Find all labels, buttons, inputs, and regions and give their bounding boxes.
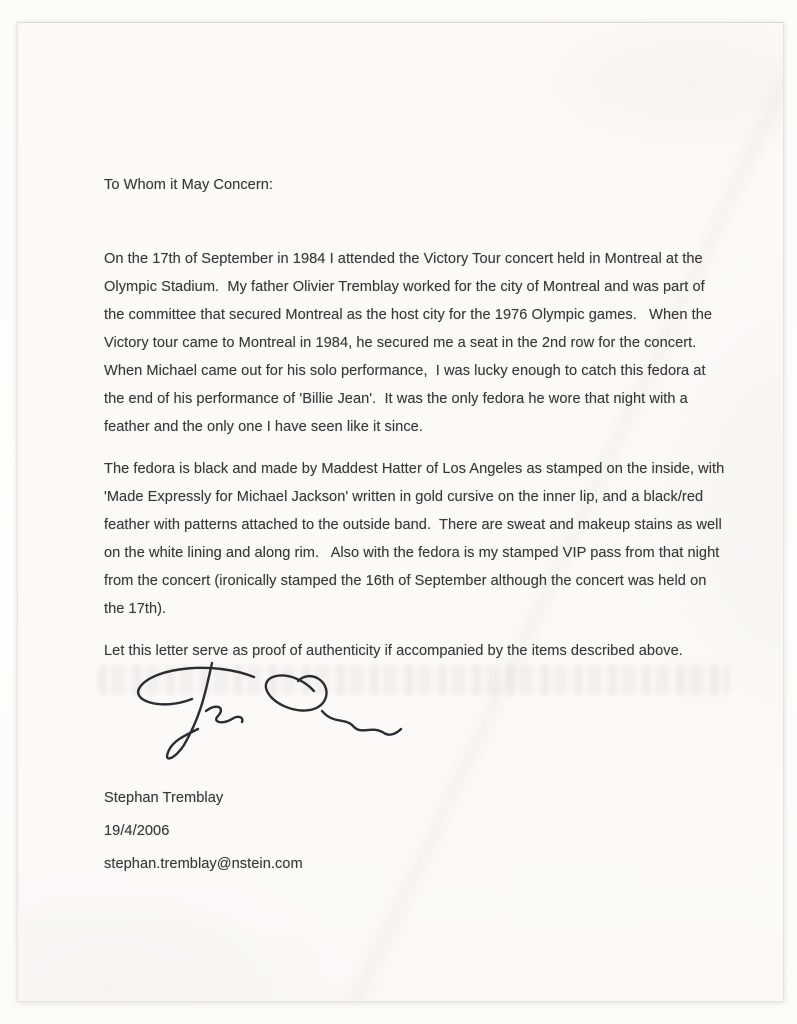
text-line: the 17th). <box>104 601 167 617</box>
text-line: Victory tour came to Montreal in 1984, he secured me a seat in the 2nd row for the concert. <box>104 335 697 351</box>
letter-page <box>17 22 784 1002</box>
text-line: Let this letter serve as proof of authenticity if accompanied by the items described above. <box>104 643 683 659</box>
paragraph-2 <box>104 455 783 623</box>
salutation: To Whom it May Concern: <box>104 177 274 193</box>
paragraph-1 <box>104 245 783 441</box>
text-line: 'Made Expressly for Michael Jackson' written in gold cursive on the inner lip, and a black/red <box>104 489 704 505</box>
signer-date: 19/4/2006 <box>104 823 170 839</box>
signature-scribble <box>114 659 454 774</box>
text-line: the committee that secured Montreal as the host city for the 1976 Olympic games. When the <box>104 307 713 323</box>
text-line: the end of his performance of 'Billie Jean'. It was the only fedora he wore that night with a <box>104 391 688 407</box>
signature-block <box>104 782 783 881</box>
signer-name: Stephan Tremblay <box>104 790 224 806</box>
text-line: from the concert (ironically stamped the 16th of September although the concert was held on <box>104 573 707 589</box>
text-line: The fedora is black and made by Maddest Hatter of Los Angeles as stamped on the inside, with <box>104 461 725 477</box>
text-line: feather and the only one I have seen like it since. <box>104 419 423 435</box>
text-line: Olympic Stadium. My father Olivier Tremblay worked for the city of Montreal and was part of <box>104 279 705 295</box>
text-line: on the white lining and along rim. Also with the fedora is my stamped VIP pass from that night <box>104 545 720 561</box>
signer-email: stephan.tremblay@nstein.com <box>104 856 303 872</box>
text-line: feather with patterns attached to the outside band. There are sweat and makeup stains as well <box>104 517 722 533</box>
letter-body <box>18 23 783 881</box>
text-line: When Michael came out for his solo performance, I was lucky enough to catch this fedora at <box>104 363 706 379</box>
text-line: On the 17th of September in 1984 I attended the Victory Tour concert held in Montreal at the <box>104 251 703 267</box>
